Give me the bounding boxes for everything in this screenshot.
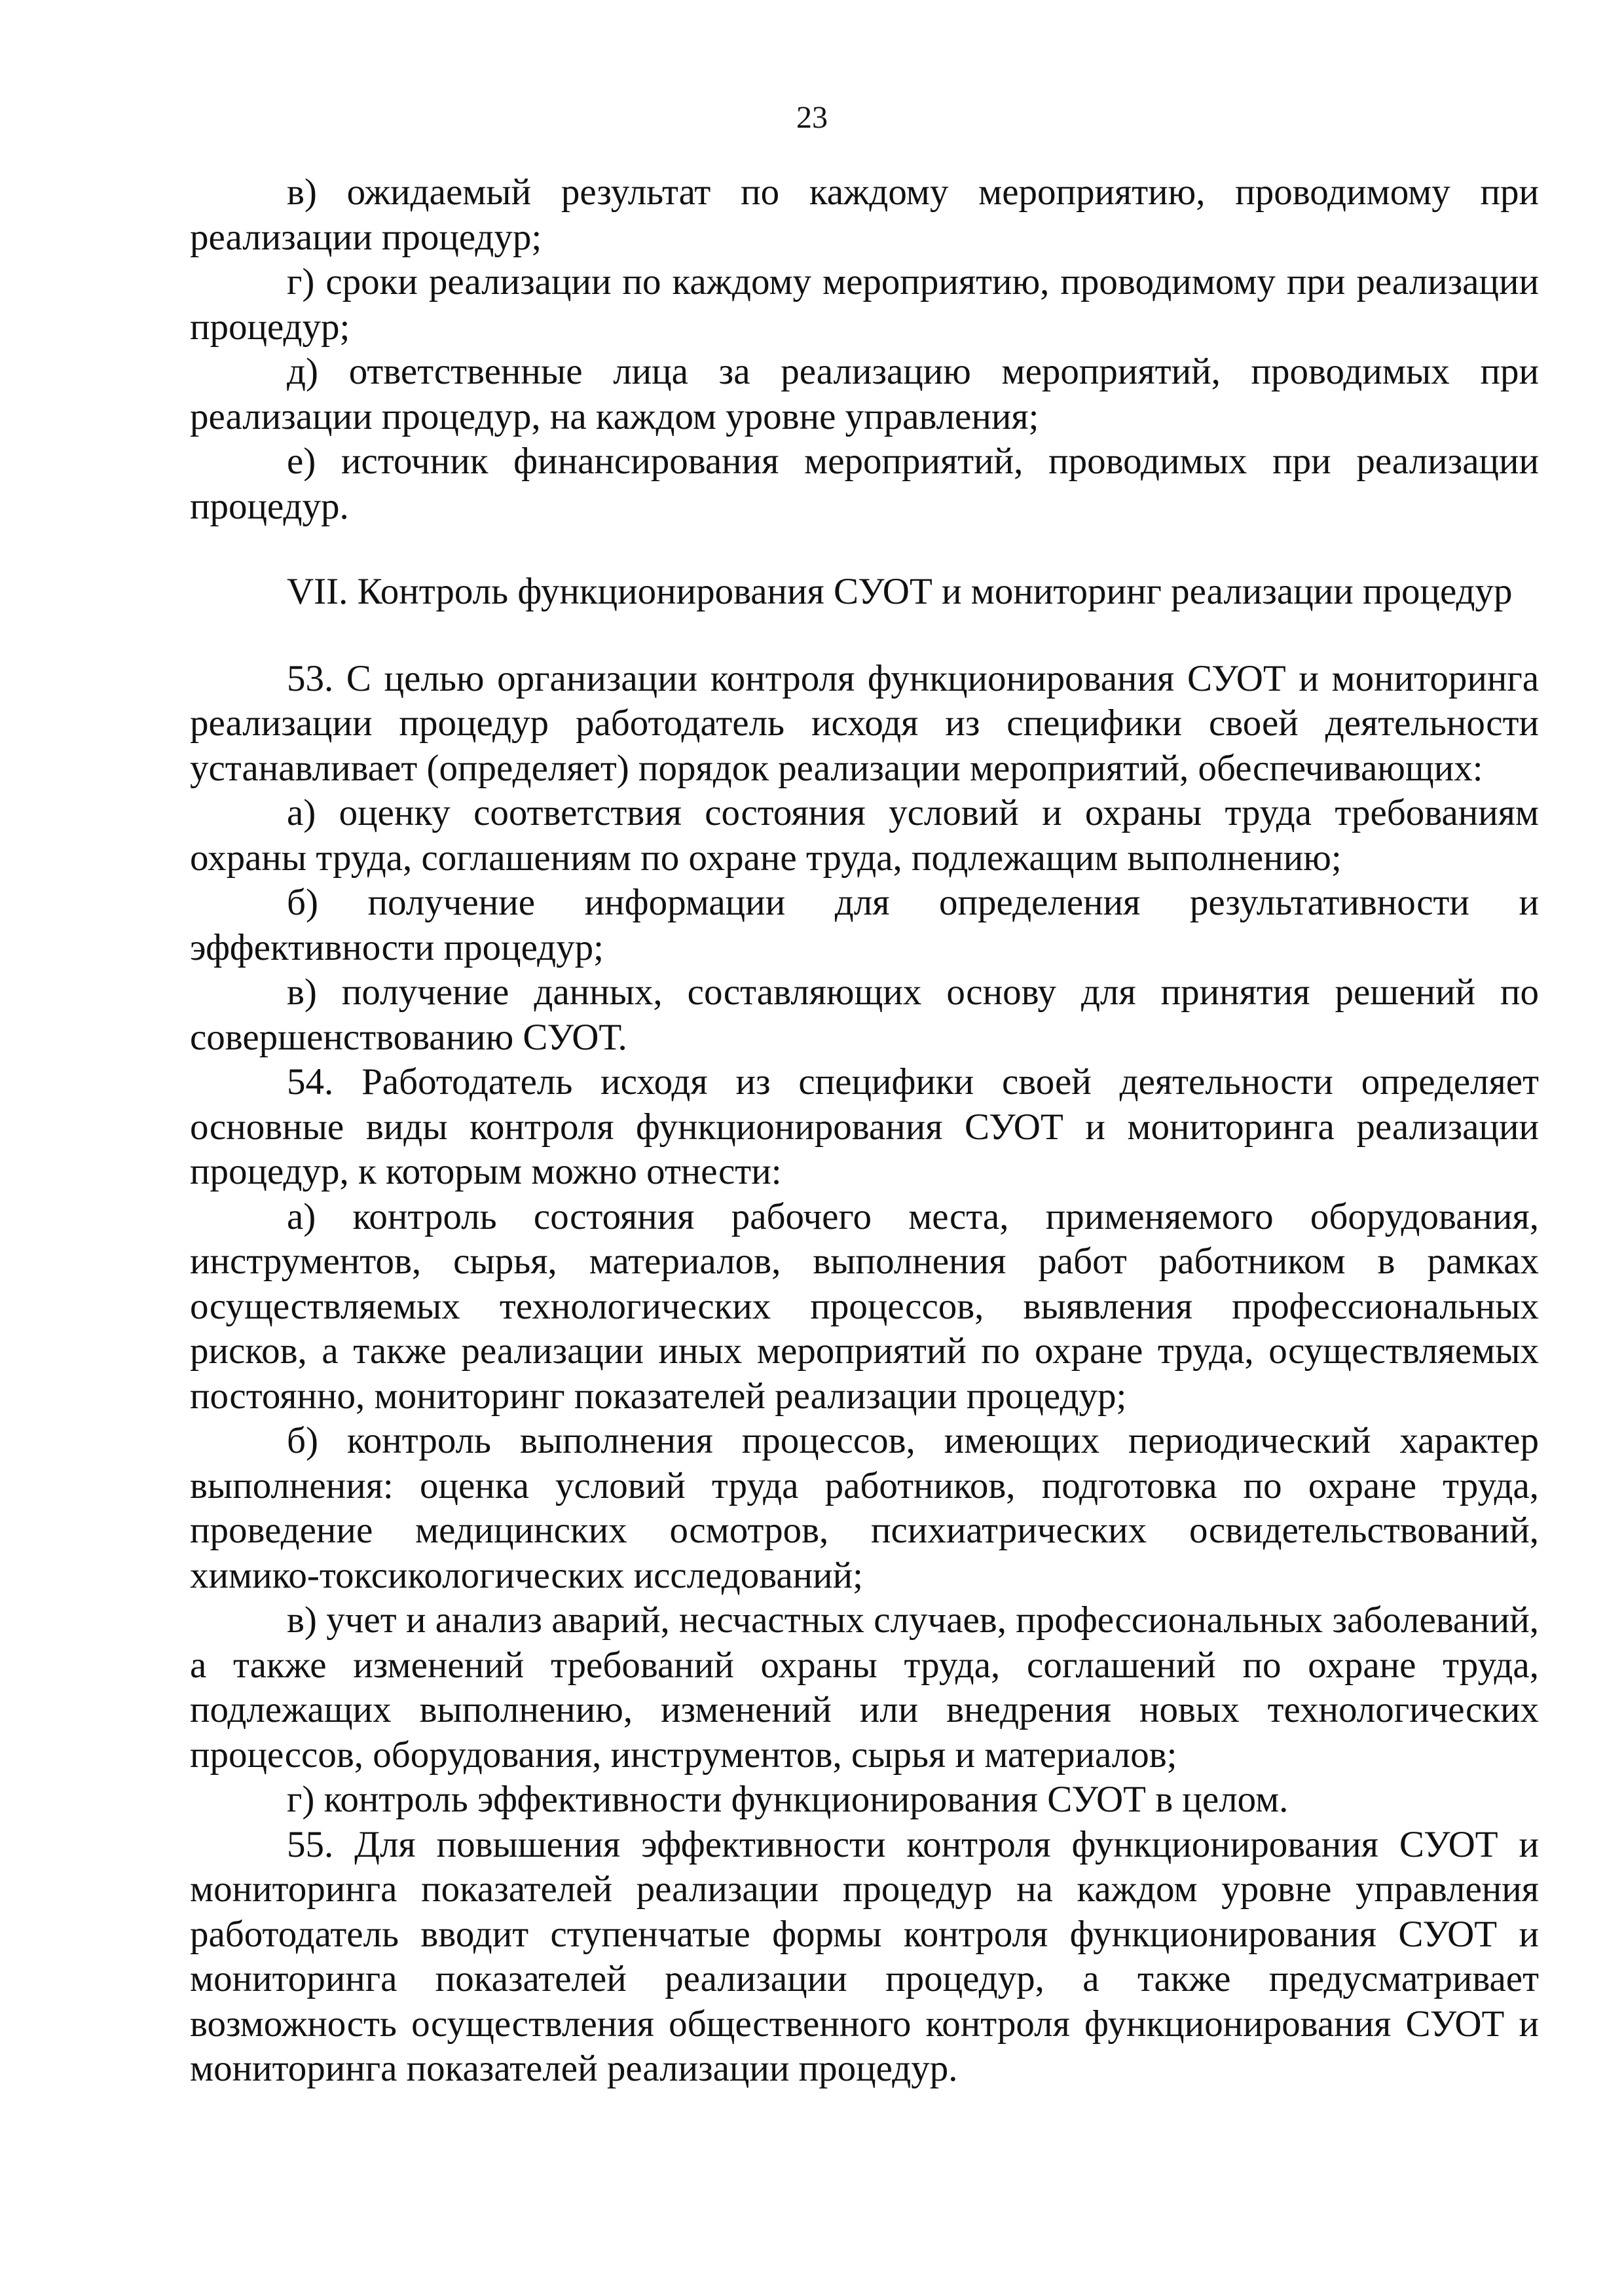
list-item: г) контроль эффективности функционирования СУОТ в целом. (287, 1779, 1289, 1820)
clause-53: 53. С целью организации контроля функционирования СУОТ и мониторинга реализации процедур работодатель исходя из специфики своей деятельности устанавливает (определяет) порядок реализации мероприятий, обеспечивающих: (190, 657, 1539, 789)
list-item: б) получение информации для определения результативности и эффективности процедур; (190, 882, 1539, 968)
list-item: в) учет и анализ аварий, несчастных случаев, профессиональных заболеваний, а также изменений требований охраны труда, соглашений по охране труда, подлежащих выполнению, изменений или внедрения новых технологических процессов, оборудования, инструментов, сырья и материалов; (190, 1599, 1539, 1776)
clause-54: 54. Работодатель исходя из специфики своей деятельности определяет основные виды контроля функционирования СУОТ и мониторинга реализации процедур, к которым можно отнести: (190, 1061, 1539, 1192)
spacer (190, 615, 1539, 657)
list-item: д) ответственные лица за реализацию мероприятий, проводимых при реализации процедур, на каждом уровне управления; (190, 351, 1539, 437)
list-item: в) ожидаемый результат по каждому мероприятию, проводимому при реализации процедур; (190, 172, 1539, 258)
clause-55: 55. Для повышения эффективности контроля функционирования СУОТ и мониторинга показателей реализации процедур на каждом уровне управления работодатель вводит ступенчатые формы контроля функционирования СУОТ и мониторинга показателей реализации процедур, а также предусматривает возможность осуществления общественного контроля функционирования СУОТ и мониторинга показателей реализации процедур. (190, 1823, 1539, 2089)
list-item: б) контроль выполнения процессов, имеющих периодический характер выполнения: оценка условий труда работников, подготовка по охране труда, проведение медицинских осмотров, психиатрических освидетельствований, химико-токсикологических исследований; (190, 1420, 1539, 1596)
document-body (190, 170, 1539, 2092)
list-item: е) источник финансирования мероприятий, проводимых при реализации процедур. (190, 441, 1539, 527)
list-item: а) оценку соответствия состояния условий и охраны труда требованиям охраны труда, соглашениям по охране труда, подлежащим выполнению; (190, 792, 1539, 879)
spacer (190, 529, 1539, 570)
list-item: в) получение данных, составляющих основу для принятия решений по совершенствованию СУОТ. (190, 972, 1539, 1058)
section-heading: VII. Контроль функционирования СУОТ и мониторинг реализации процедур (287, 571, 1513, 612)
list-item: а) контроль состояния рабочего места, применяемого оборудования, инструментов, сырья, материалов, выполнения работ работником в рамках осуществляемых технологических процессов, выявления профессиональных рисков, а также реализации иных мероприятий по охране труда, осуществляемых постоянно, мониторинг показателей реализации процедур; (190, 1195, 1539, 1417)
list-item: г) сроки реализации по каждому мероприятию, проводимому при реализации процедур; (190, 261, 1539, 348)
page-number: 23 (796, 100, 828, 135)
